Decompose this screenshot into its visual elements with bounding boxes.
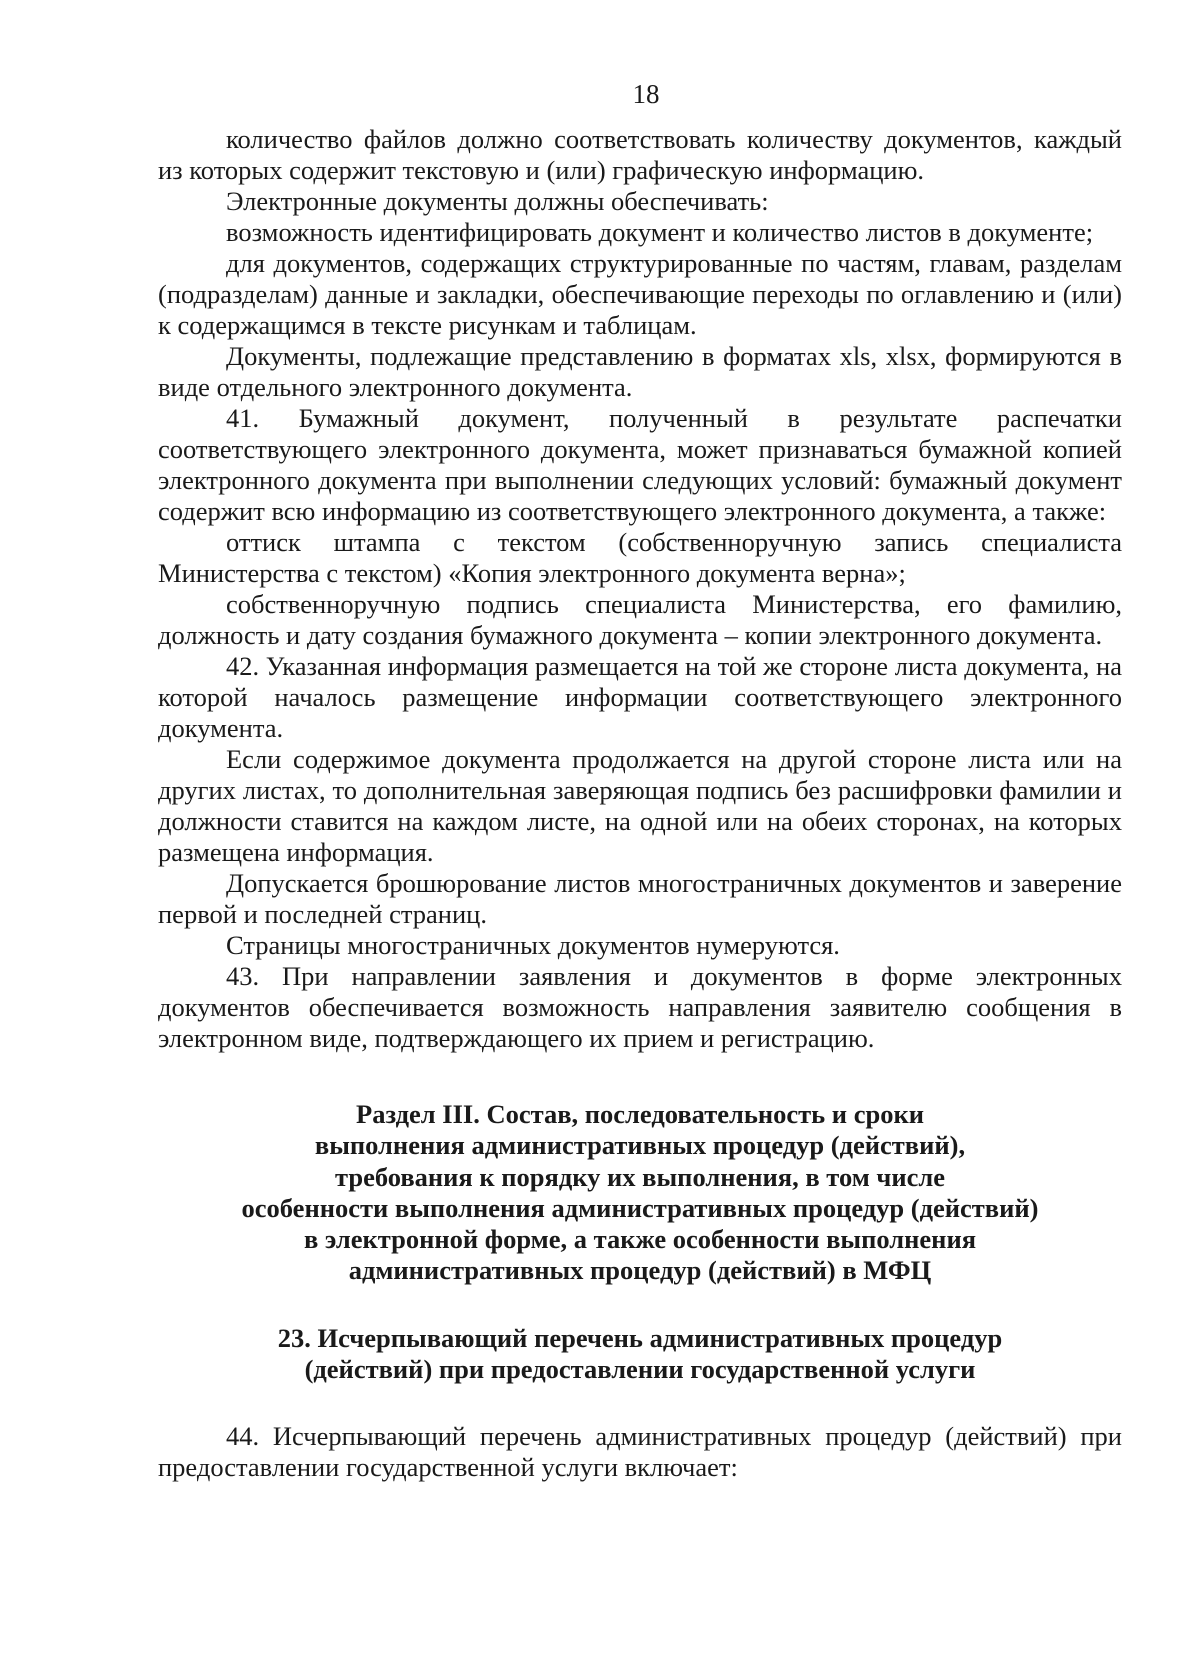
subsection-heading-line: (действий) при предоставлении государственной услуги	[304, 1354, 976, 1385]
page-number: 18	[632, 79, 660, 109]
paragraph: количество файлов должно соответствовать количеству документов, каждый из которых содержит текстовую и (или) графическую информацию.	[158, 124, 1122, 185]
paragraph-43: 43. При направлении заявления и документов в форме электронных документов обеспечивается возможность направления заявителю сообщения в электронном виде, подтверждающего их прием и регистрацию.	[158, 961, 1122, 1053]
paragraph: Если содержимое документа продолжается на другой стороне листа или на других листах, то дополнительная заверяющая подпись без расшифровки фамилии и должности ставится на каждом листе, на одной или на обеих сторонах, на которых размещена информация.	[158, 744, 1122, 867]
section-heading-line: Раздел III. Состав, последовательность и сроки	[356, 1099, 924, 1129]
section-heading-line: особенности выполнения административных процедур (действий)	[241, 1192, 1039, 1223]
paragraph: собственноручную подпись специалиста Министерства, его фамилию, должность и дату создания бумажного документа – копии электронного документа.	[158, 589, 1122, 650]
section-heading-line: административных процедур (действий) в МФЦ	[348, 1255, 932, 1286]
paragraph: Допускается брошюрование листов многостраничных документов и заверение первой и последней страниц.	[158, 868, 1122, 929]
section-heading-line: требования к порядку их выполнения, в том числе	[334, 1161, 946, 1192]
paragraph-42: 42. Указанная информация размещается на той же стороне листа документа, на которой началось размещение информации соответствующего электронного документа.	[158, 651, 1122, 743]
paragraph-44: 44. Исчерпывающий перечень административных процедур (действий) при предоставлении государственной услуги включает:	[158, 1421, 1122, 1483]
paragraph: возможность идентифицировать документ и количество листов в документе;	[226, 217, 1094, 247]
subsection-heading-line: 23. Исчерпывающий перечень административных процедур	[277, 1322, 1003, 1353]
paragraph: для документов, содержащих структурированные по частям, главам, разделам (подразделам) данные и закладки, обеспечивающие переходы по оглавлению и (или) к содержащимся в тексте рисункам и таблицам.	[158, 248, 1122, 340]
paragraph-41: 41. Бумажный документ, полученный в результате распечатки соответствующего электронного документа, может признаваться бумажной копией электронного документа при выполнении следующих условий: бумажный документ содержит всю информацию из соответствующего электронного документа, а также:	[158, 403, 1122, 526]
body-text-bottom	[158, 1421, 1122, 1483]
body-text-top	[158, 124, 1122, 1054]
paragraph: оттиск штампа с текстом (собственноручную запись специалиста Министерства с текстом) «Копия электронного документа верна»;	[158, 527, 1122, 588]
paragraph: Электронные документы должны обеспечивать:	[226, 186, 769, 216]
paragraph: Страницы многостраничных документов нумеруются.	[226, 930, 840, 960]
section-heading-line: выполнения административных процедур (действий),	[314, 1130, 966, 1161]
section-heading-line: в электронной форме, а также особенности выполнения	[303, 1224, 977, 1255]
subsection-heading	[158, 1323, 1122, 1386]
paragraph: Документы, подлежащие представлению в форматах xls, xlsx, формируются в виде отдельного электронного документа.	[158, 341, 1122, 402]
section-heading	[158, 1099, 1122, 1287]
